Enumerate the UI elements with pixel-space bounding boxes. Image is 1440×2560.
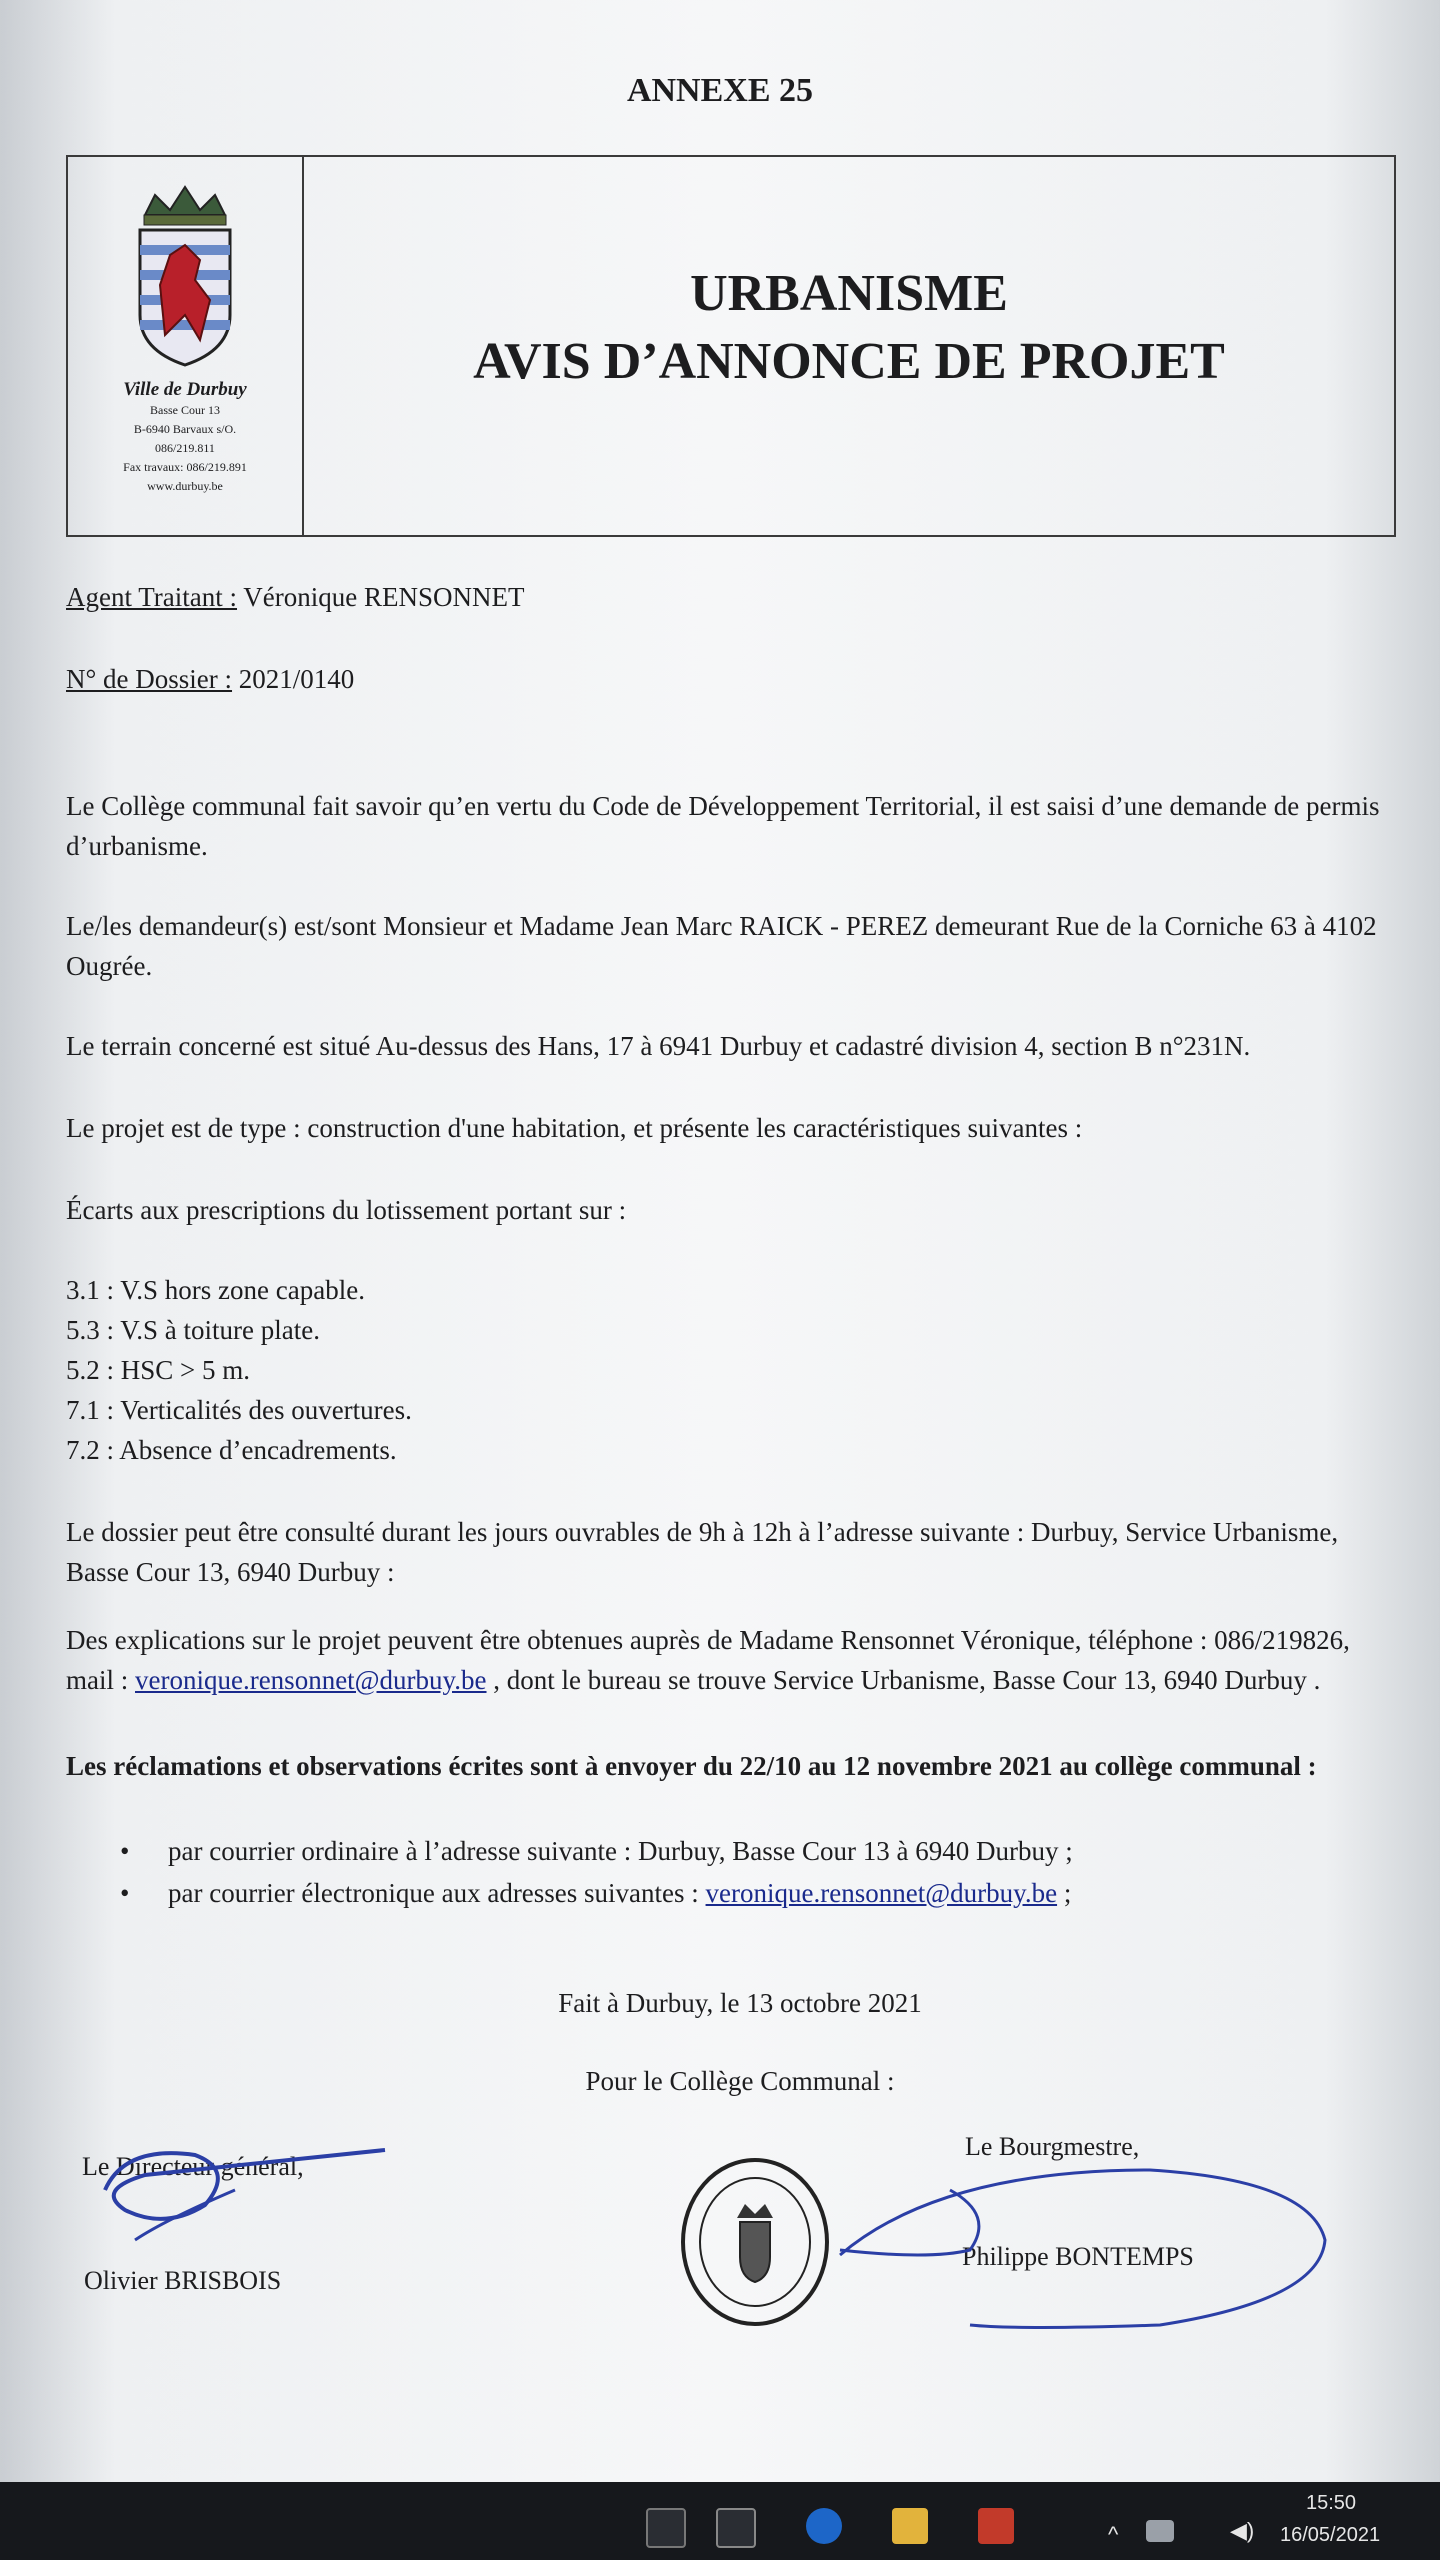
bullet-text: par courrier ordinaire à l’adresse suivante : Durbuy, Basse Cour 13 à 6940 Durbuy ; [168,1836,1073,1866]
bourgmestre-signature [820,2150,1340,2350]
durbuy-logo [68,157,304,535]
paragraph-applicant: Le/les demandeur(s) est/sont Monsieur et Madame Jean Marc RAICK - PEREZ demeurant Rue de la Corniche 63 à 4102 Ougrée. [66,911,1377,981]
paragraph-consultation: Le dossier peut être consulté durant les jours ouvrables de 9h à 12h à l’adresse suivante : Durbuy, Service Urbanisme, Basse Cour 13, 6940 Durbuy : [66,1517,1339,1587]
paragraph-explanations [66,1620,1396,1700]
header-box [66,155,1396,537]
volume-icon[interactable]: ◀) [1230,2518,1255,2543]
list-item [120,1872,1073,1914]
logo-website: www.durbuy.be [147,479,223,493]
task-view-icon[interactable] [646,2508,686,2548]
taskbar-date[interactable]: 16/05/2021 [1280,2524,1381,2546]
explanations-text: Des explications sur le projet peuvent être obtenues auprès de Madame Rensonnet Véronique, téléphone : 086/219826, mail : [66,1625,1350,1695]
bourgmestre-title: Le Bourgmestre, [965,2132,1140,2161]
annexe-label: ANNEXE 25 [626,72,814,109]
agent-value: Véronique RENSONNET [243,582,525,612]
bullet-icon: • [120,1878,130,1908]
folder-icon[interactable] [892,2508,928,2544]
dossier-value: 2021/0140 [238,664,355,694]
dossier-label: N° de Dossier : [66,664,233,694]
list-item [120,1830,1073,1872]
bourgmestre-name: Philippe BONTEMPS [962,2242,1194,2271]
agent-field [66,582,525,613]
title-line-1: URBANISME [690,265,1008,322]
chevron-up-icon[interactable]: ^ [1108,2522,1119,2547]
paragraph-complaints: Les réclamations et observations écrites sont à envoyer du 22/10 au 12 novembre 2021 au collège communal : [66,1751,1317,1781]
logo-postcode: B-6940 Barvaux s/O. [133,422,237,436]
bullet-text-end: ; [1057,1878,1072,1908]
explanations-text-end: , dont le bureau se trouve Service Urbanisme, Basse Cour 13, 6940 Durbuy . [486,1665,1321,1695]
email-link[interactable]: veronique.rensonnet@durbuy.be [705,1878,1058,1908]
agent-label: Agent Traitant : [66,582,238,612]
list-item: 3.1 : V.S hors zone capable. [66,1275,365,1305]
powerpoint-icon[interactable] [978,2508,1014,2544]
paragraph-project-type: Le projet est de type : construction d'une habitation, et présente les caractéristiques suivantes : [66,1113,1083,1143]
ecarts-list [66,1270,1396,1470]
email-link[interactable]: veronique.rensonnet@durbuy.be [135,1665,487,1695]
window-icon[interactable] [716,2508,756,2548]
directeur-name: Olivier BRISBOIS [84,2266,282,2295]
list-item: 5.2 : HSC > 5 m. [66,1355,251,1385]
pour-college-line: Pour le Collège Communal : [585,2066,895,2096]
directeur-title: Le Directeur général, [82,2152,304,2181]
directeur-signature [85,2130,405,2270]
logo-fax: Fax travaux: 086/219.891 [123,460,247,474]
paragraph-ecarts-intro: Écarts aux prescriptions du lotissement portant sur : [66,1195,627,1225]
browser-icon[interactable] [806,2508,842,2544]
commune-seal [675,2152,835,2332]
coat-of-arms-icon [130,175,240,375]
bullet-text: par courrier électronique aux adresses suivantes : [168,1878,706,1908]
logo-phone: 086/219.811 [155,441,215,455]
document-title [304,157,1394,535]
logo-city-name: Ville de Durbuy [123,379,247,400]
list-item: 7.2 : Absence d’encadrements. [66,1435,397,1465]
paragraph-terrain: Le terrain concerné est situé Au-dessus des Hans, 17 à 6941 Durbuy et cadastré division 4, section B n°231N. [66,1031,1251,1061]
list-item: 7.1 : Verticalités des ouvertures. [66,1395,412,1425]
date-line: Fait à Durbuy, le 13 octobre 2021 [558,1988,922,2018]
logo-address: Basse Cour 13 [150,403,220,417]
list-item: 5.3 : V.S à toiture plate. [66,1315,320,1345]
bullet-list [120,1830,1073,1914]
dossier-field [66,664,354,695]
windows-taskbar [0,2482,1440,2560]
battery-icon[interactable] [1146,2520,1174,2542]
paragraph-intro: Le Collège communal fait savoir qu’en vertu du Code de Développement Territorial, il est saisi d’une demande de permis d’urbanisme. [66,791,1380,861]
title-line-2: AVIS D’ANNONCE DE PROJET [473,333,1225,390]
bullet-icon: • [120,1836,130,1866]
taskbar-time[interactable]: 15:50 [1306,2492,1357,2514]
